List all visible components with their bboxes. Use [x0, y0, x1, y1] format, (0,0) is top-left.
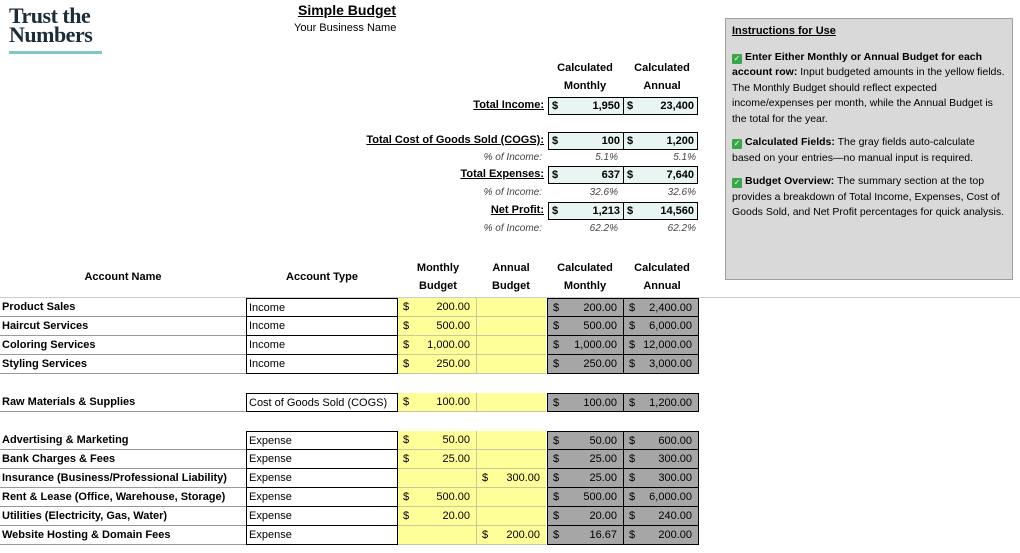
instructions-title: Instructions for Use	[732, 25, 836, 37]
monthly-budget-input[interactable]: $ 1,000.00	[398, 336, 476, 355]
account-type-cell[interactable]: Expense	[246, 431, 398, 450]
calculated-monthly-cell: $ 100.00	[547, 393, 624, 412]
monthly-budget-input[interactable]: $ 25.00	[398, 450, 476, 469]
calculated-monthly-cell: $ 25.00	[547, 469, 624, 488]
cogs-label: Total Cost of Goods Sold (COGS):	[366, 134, 544, 146]
check-icon: ✓	[733, 178, 741, 187]
net-profit-monthly: $ 1,213	[548, 202, 624, 220]
annual-budget-input[interactable]: $ 300.00	[476, 469, 546, 488]
account-name-cell: Coloring Services	[0, 336, 246, 355]
instruction-item: ✓ Budget Overview: The summary section at the top provides a breakdown of Total Income, Expenses, Cost of Goods Sold, and Net Profit percentages for quick analysis.	[732, 175, 1004, 218]
expenses-label: Total Expenses:	[460, 168, 544, 180]
cogs-annual: $ 1,200	[624, 132, 698, 150]
calculated-annual-cell: $ 200.00	[624, 526, 699, 545]
summary-header-calc-annual: Calculated Annual	[634, 62, 690, 92]
account-name-cell: Rent & Lease (Office, Warehouse, Storage)	[0, 488, 246, 507]
calculated-annual-cell: $ 300.00	[624, 469, 699, 488]
account-name-cell: Styling Services	[0, 355, 246, 374]
account-name-cell: Insurance (Business/Professional Liability)	[0, 469, 246, 488]
annual-budget-input[interactable]	[476, 355, 546, 374]
header-account-name: Account Name	[84, 271, 162, 283]
header-monthly-budget: Monthly Budget	[416, 262, 460, 292]
business-name: Your Business Name	[294, 22, 397, 34]
net-profit-pct-monthly: 62.2%	[589, 223, 618, 234]
calculated-monthly-cell: $ 25.00	[547, 450, 624, 469]
calculated-monthly-cell: $ 1,000.00	[547, 336, 624, 355]
instruction-item: ✓ Enter Either Monthly or Annual Budget for each account row: Input budgeted amounts in the yellow fields. The Monthly Budget should reflect expected income/expenses per month, while the Annual Budget is the total for the year.	[732, 50, 1005, 125]
account-name-cell: Bank Charges & Fees	[0, 450, 246, 469]
calculated-annual-cell: $ 300.00	[624, 450, 699, 469]
annual-budget-input[interactable]	[476, 507, 546, 526]
monthly-budget-input[interactable]	[398, 469, 476, 488]
net-profit-pct-annual: 62.2%	[667, 223, 696, 234]
annual-budget-input[interactable]	[476, 431, 546, 450]
total-income-monthly: $ 1,950	[548, 97, 624, 115]
annual-budget-input[interactable]	[476, 317, 546, 336]
check-icon: ✓	[733, 139, 741, 148]
account-name-cell: Utilities (Electricity, Gas, Water)	[0, 507, 246, 526]
annual-budget-input[interactable]	[476, 488, 546, 507]
expenses-monthly: $ 637	[548, 166, 624, 184]
calculated-annual-cell: $ 600.00	[624, 431, 699, 450]
account-type-cell[interactable]: Expense	[246, 526, 398, 545]
calculated-annual-cell: $ 240.00	[624, 507, 699, 526]
header-calc-annual: Calculated Annual	[634, 262, 690, 292]
account-name-cell: Raw Materials & Supplies	[0, 393, 246, 412]
annual-budget-input[interactable]: $ 200.00	[476, 526, 546, 545]
total-income-annual: $ 23,400	[624, 97, 698, 115]
header-account-type: Account Type	[286, 271, 358, 283]
annual-budget-input[interactable]	[476, 298, 546, 317]
monthly-budget-input[interactable]	[398, 526, 476, 545]
net-profit-pct-label: % of Income:	[483, 223, 542, 234]
calculated-monthly-cell: $ 16.67	[547, 526, 624, 545]
annual-budget-input[interactable]	[476, 450, 546, 469]
calculated-monthly-cell: $ 20.00	[547, 507, 624, 526]
calculated-monthly-cell: $ 250.00	[547, 355, 624, 374]
cogs-pct-label: % of Income:	[483, 152, 542, 163]
account-type-cell[interactable]: Expense	[246, 450, 398, 469]
monthly-budget-input[interactable]: $ 500.00	[398, 317, 476, 336]
total-income-label: Total Income:	[473, 99, 544, 111]
annual-budget-input[interactable]	[476, 393, 546, 412]
expenses-pct-annual: 32.6%	[667, 187, 696, 198]
summary-header-calc-monthly: Calculated Monthly	[557, 62, 613, 92]
cogs-pct-monthly: 5.1%	[595, 152, 618, 163]
annual-budget-input[interactable]	[476, 336, 546, 355]
calculated-annual-cell: $ 12,000.00	[624, 336, 699, 355]
account-type-cell[interactable]: Income	[246, 317, 398, 336]
header-annual-budget: Annual Budget	[492, 262, 530, 292]
account-type-cell[interactable]: Expense	[246, 488, 398, 507]
account-name-cell: Advertising & Marketing	[0, 431, 246, 450]
monthly-budget-input[interactable]: $ 500.00	[398, 488, 476, 507]
instructions-panel	[725, 18, 1013, 280]
calculated-monthly-cell: $ 50.00	[547, 431, 624, 450]
check-icon: ✓	[733, 53, 741, 63]
brand-line-2: Numbers	[9, 22, 93, 47]
account-type-cell[interactable]: Cost of Goods Sold (COGS)	[246, 393, 398, 412]
account-type-cell[interactable]: Expense	[246, 469, 398, 488]
calculated-annual-cell: $ 6,000.00	[624, 317, 699, 336]
calculated-monthly-cell: $ 200.00	[547, 298, 624, 317]
expenses-pct-monthly: 32.6%	[589, 187, 618, 198]
net-profit-label: Net Profit:	[490, 204, 544, 216]
calculated-annual-cell: $ 1,200.00	[624, 393, 699, 412]
brand-logo	[9, 3, 93, 47]
monthly-budget-input[interactable]: $ 250.00	[398, 355, 476, 374]
monthly-budget-input[interactable]: $ 50.00	[398, 431, 476, 450]
account-type-cell[interactable]: Expense	[246, 507, 398, 526]
calculated-monthly-cell: $ 500.00	[547, 488, 624, 507]
page-title: Simple Budget	[298, 2, 397, 18]
account-name-cell: Website Hosting & Domain Fees	[0, 526, 246, 545]
expenses-annual: $ 7,640	[624, 166, 698, 184]
cogs-pct-annual: 5.1%	[673, 152, 696, 163]
net-profit-annual: $ 14,560	[624, 202, 698, 220]
monthly-budget-input[interactable]: $ 100.00	[398, 393, 476, 412]
expenses-pct-label: % of Income:	[483, 187, 542, 198]
account-name-cell: Haircut Services	[0, 317, 246, 336]
calculated-monthly-cell: $ 500.00	[547, 317, 624, 336]
monthly-budget-input[interactable]: $ 200.00	[398, 298, 476, 317]
brand-line-1: Trust the	[9, 3, 91, 28]
calculated-annual-cell: $ 2,400.00	[624, 298, 699, 317]
account-type-cell[interactable]: Income	[246, 336, 398, 355]
brand-underline	[9, 51, 102, 54]
account-name-cell: Product Sales	[0, 298, 246, 317]
account-type-cell[interactable]: Income	[246, 298, 398, 317]
monthly-budget-input[interactable]: $ 20.00	[398, 507, 476, 526]
calculated-annual-cell: $ 6,000.00	[624, 488, 699, 507]
cogs-monthly: $ 100	[548, 132, 624, 150]
instruction-item: ✓ Calculated Fields: The gray fields auto-calculate based on your entries—no manual input is required.	[732, 136, 975, 164]
calculated-annual-cell: $ 3,000.00	[624, 355, 699, 374]
account-type-cell[interactable]: Income	[246, 355, 398, 374]
header-calc-monthly: Calculated Monthly	[557, 262, 613, 292]
